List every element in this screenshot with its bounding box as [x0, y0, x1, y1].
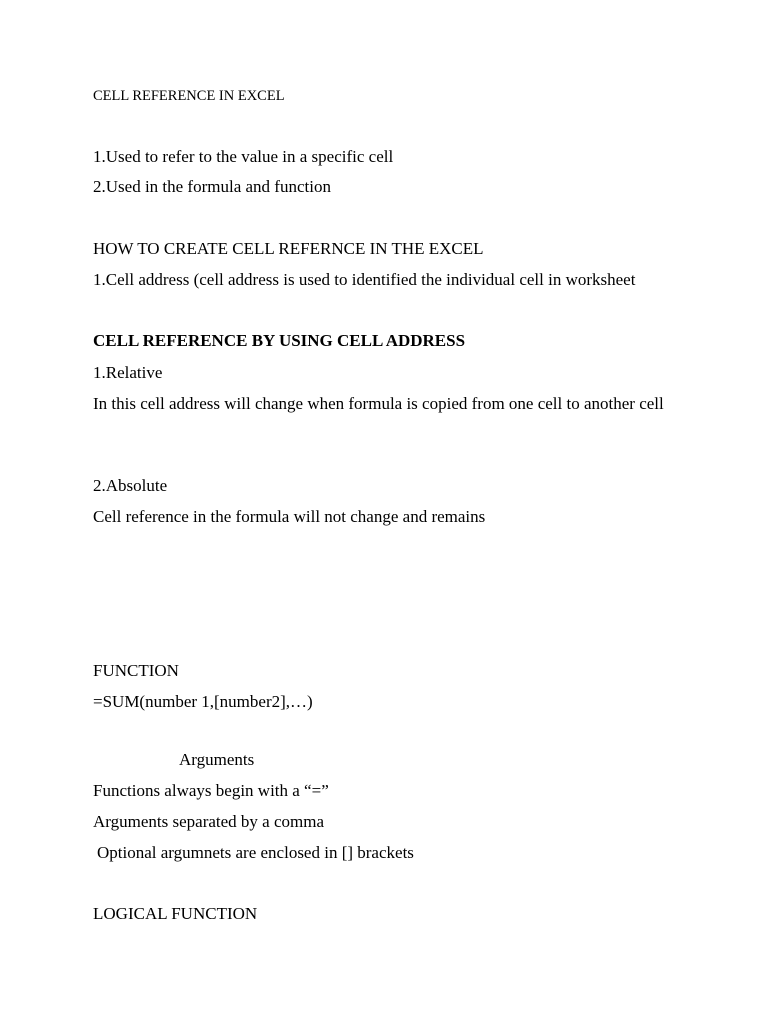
use-item-1: 1.Used to refer to the value in a specific cell — [93, 147, 394, 166]
function-example: =SUM(number 1,[number2],…) — [93, 692, 313, 711]
note-begin-equals: Functions always begin with a “=” — [93, 781, 329, 800]
relative-label: 1.Relative — [93, 363, 163, 382]
note-comma-separated: Arguments separated by a comma — [93, 812, 325, 831]
note-optional-brackets: Optional argumnets are enclosed in [] brackets — [97, 843, 414, 862]
relative-description: In this cell address will change when formula is copied from one cell to another cell — [93, 394, 664, 413]
use-item-2: 2.Used in the formula and function — [93, 177, 331, 196]
absolute-description: Cell reference in the formula will not change and remains — [93, 507, 486, 526]
document-title: CELL REFERENCE IN EXCEL — [93, 88, 285, 104]
how-to-heading: HOW TO CREATE CELL REFERNCE IN THE EXCEL — [93, 239, 484, 258]
by-address-heading: CELL REFERENCE BY USING CELL ADDRESS — [93, 331, 466, 350]
arguments-label: Arguments — [179, 750, 255, 769]
cell-address-note: 1.Cell address (cell address is used to identified the individual cell in worksheet — [93, 270, 636, 289]
absolute-label: 2.Absolute — [93, 476, 168, 495]
logical-function-heading: LOGICAL FUNCTION — [93, 904, 258, 923]
function-heading: FUNCTION — [93, 661, 179, 680]
